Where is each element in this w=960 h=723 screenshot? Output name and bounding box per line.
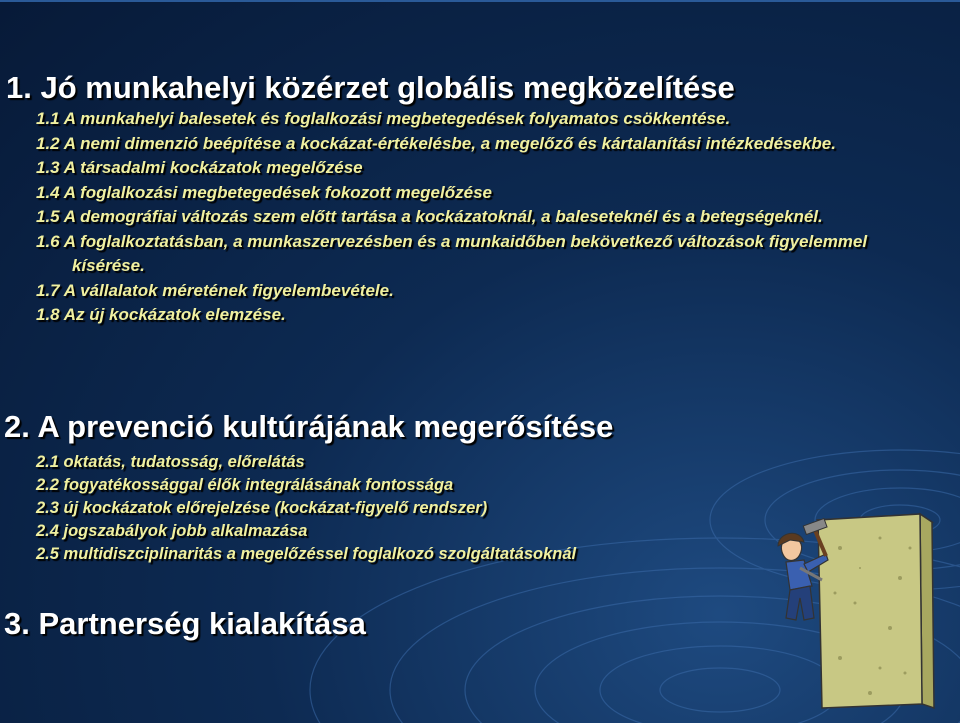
section1-item-2: 1.2 A nemi dimenzió beépítése a kockázat-értékelésbe, a megelőző és kártalanítási intézkedésekbe. — [36, 133, 836, 153]
section1-title: 1. Jó munkahelyi közérzet globális megközelítése — [6, 70, 735, 105]
section1-item-4: 1.4 A foglalkozási megbetegedések fokozott megelőzése — [36, 182, 492, 202]
section3-title: 3. Partnerség kialakítása — [4, 606, 366, 641]
section2-item-2: 2.2 fogyatékossággal élők integrálásának fontossága — [36, 476, 454, 494]
section2-item-1: 2.1 oktatás, tudatosság, előrelátás — [36, 453, 305, 471]
section1-item-8: 1.8 Az új kockázatok elemzése. — [36, 305, 286, 324]
section1-list — [36, 107, 896, 328]
section2-item-3: 2.3 új kockázatok előrejelzése (kockázat-figyelő rendszer) — [36, 499, 488, 517]
section2-item-4: 2.4 jogszabályok jobb alkalmazása — [36, 522, 308, 540]
section1-item-5: 1.5 A demográfiai változás szem előtt tartása a kockázatoknál, a baleseteknél és a betegségeknél. — [36, 207, 823, 226]
section1-item-3: 1.3 A társadalmi kockázatok megelőzése — [36, 158, 363, 177]
section1-item-7: 1.7 A vállalatok méretének figyelembevétele. — [36, 280, 394, 300]
stone-pillar-worker-clipart — [760, 508, 955, 713]
section2-title: 2. A prevenció kultúrájának megerősítése — [4, 409, 614, 444]
section1-item-6: 1.6 A foglalkoztatásban, a munkaszervezésben és a munkaidőben bekövetkező változások figyelemmel kísérése. — [36, 231, 868, 275]
section1-item-1: 1.1 A munkahelyi balesetek és foglalkozási megbetegedések folyamatos csökkentése. — [36, 109, 731, 128]
section2-item-5: 2.5 multidiszciplinaritás a megelőzéssel foglalkozó szolgáltatásoknál — [36, 545, 577, 563]
section2-list — [36, 451, 736, 566]
